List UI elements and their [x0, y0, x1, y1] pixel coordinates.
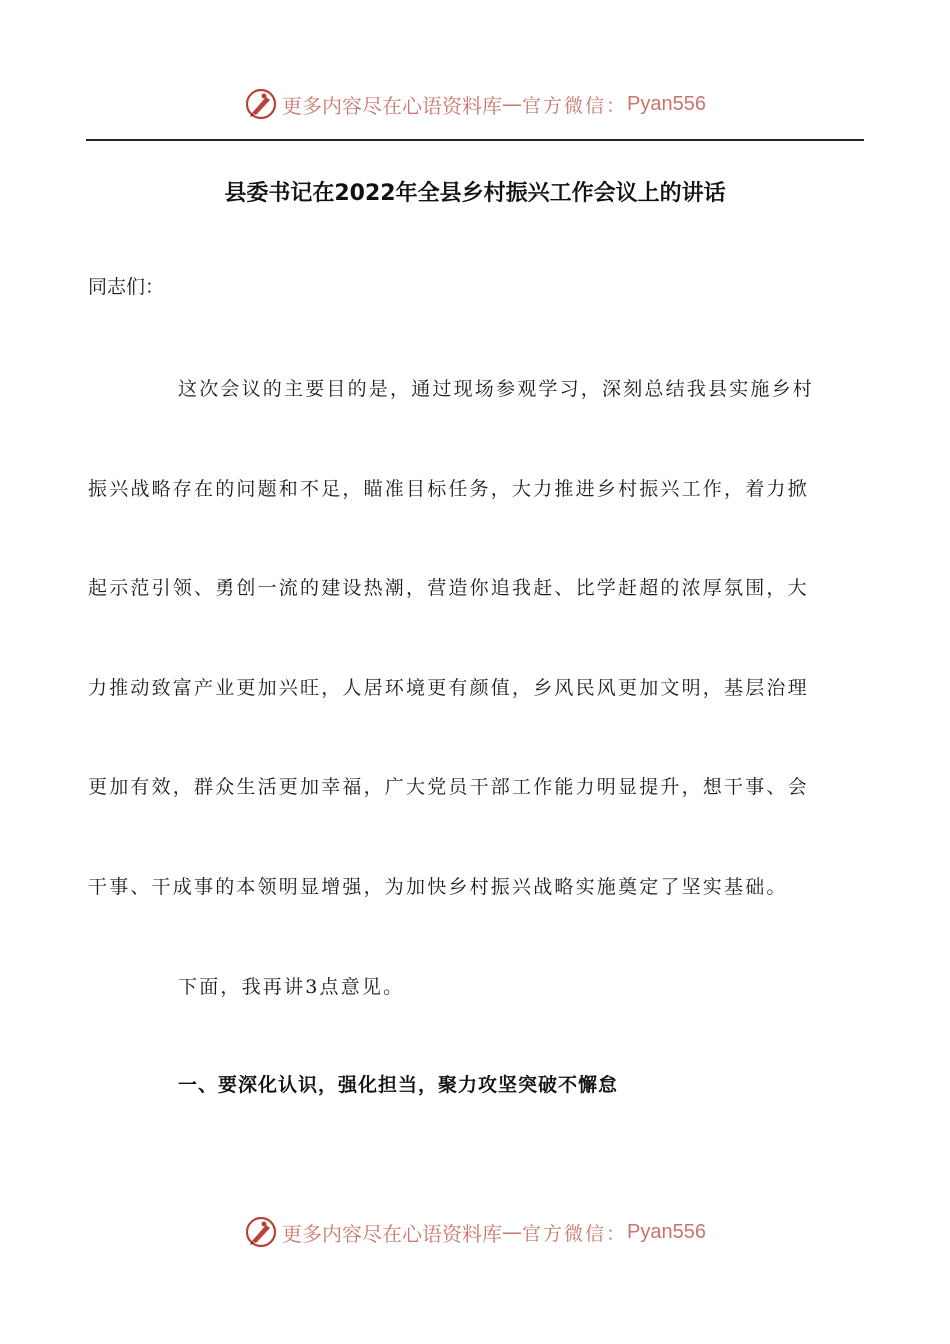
section-heading-1: 一、要深化认识，强化担当，聚力攻坚突破不懈怠	[178, 1074, 619, 1096]
banner-wechat-id: Pyan556	[627, 92, 706, 115]
pen-logo-icon	[244, 87, 278, 121]
footer-banner	[0, 1212, 950, 1252]
banner-slogan: 更多内容尽在心语资料库	[282, 93, 502, 118]
banner-wechat-label: 官方微信：	[522, 94, 628, 117]
paragraph-line: 力推动致富产业更加兴旺，人居环境更有颜值，乡风民风更加文明，基层治理	[88, 677, 809, 699]
paragraph-line: 更加有效，群众生活更加幸福，广大党员干部工作能力明显提升，想干事、会	[88, 776, 809, 798]
banner-separator: —	[502, 92, 522, 116]
paragraph-intro-points: 下面，我再讲3点意见。	[178, 976, 405, 998]
banner-wechat-label: 官方微信：	[522, 1222, 628, 1245]
paragraph-line: 这次会议的主要目的是，通过现场参观学习，深刻总结我县实施乡村	[178, 378, 815, 400]
banner-wechat-id: Pyan556	[627, 1220, 706, 1243]
paragraph-line: 起示范引领、勇创一流的建设热潮，营造你追我赶、比学赶超的浓厚氛围，大	[88, 577, 809, 599]
banner-slogan: 更多内容尽在心语资料库	[282, 1221, 502, 1246]
banner-separator: —	[502, 1220, 522, 1244]
header-banner	[0, 84, 950, 124]
salutation: 同志们：	[88, 276, 165, 298]
pen-logo-icon	[244, 1215, 278, 1249]
paragraph-line: 干事、干成事的本领明显增强，为加快乡村振兴战略实施奠定了坚实基础。	[88, 876, 788, 898]
header-divider	[86, 139, 864, 141]
paragraph-line: 振兴战略存在的问题和不足，瞄准目标任务，大力推进乡村振兴工作，着力掀	[88, 478, 809, 500]
document-title: 县委书记在2022年全县乡村振兴工作会议上的讲话	[224, 181, 726, 206]
